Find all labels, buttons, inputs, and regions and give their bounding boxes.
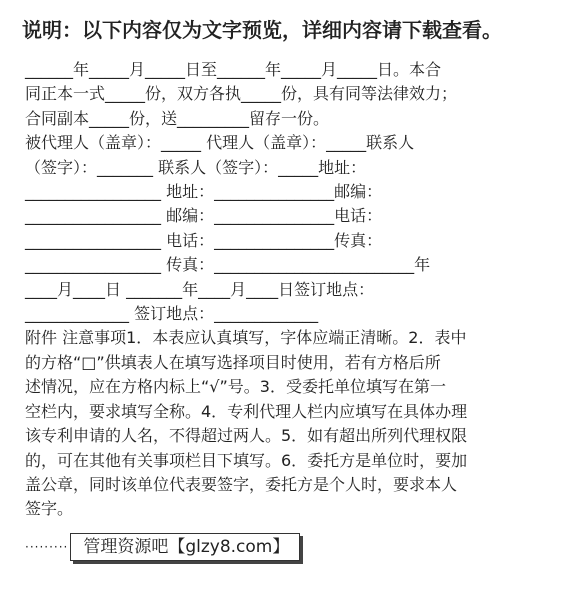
- text-line: 的，可在其他有关事项栏目下填写。6．委托方是单位时，要加: [25, 450, 468, 470]
- text-line: _____________ 签订地点：_____________: [25, 304, 319, 324]
- text-line: 附件 注意事项1．本表应认真填写，字体应端正清晰。2．表中: [25, 328, 467, 348]
- dotted-leader: ·········: [25, 540, 69, 554]
- text-line: （签字）：_______ 联系人（签字）：_____地址：: [25, 157, 367, 177]
- text-line: 盖公章，同时该单位代表要签字，委托方是个人时，要求本人: [25, 474, 458, 494]
- footer: [25, 533, 300, 561]
- text-line: _________________ 邮编：_______________电话：: [25, 206, 383, 226]
- text-line: 空栏内，要求填写全称。4．专利代理人栏内应填写在具体办理: [25, 401, 468, 421]
- document-body: [25, 58, 555, 522]
- text-line: 合同副本_____份，送_________留存一份。: [25, 108, 330, 128]
- text-line: 签字。: [25, 499, 74, 519]
- text-line: 该专利申请的人名，不得超过两人。5．如有超出所列代理权限: [25, 426, 468, 446]
- text-line: 同正本一式_____份，双方各执_____份，具有同等法律效力；: [25, 84, 458, 104]
- source-link-badge[interactable]: 管理资源吧【glzy8.com】: [70, 533, 300, 561]
- text-line: 的方格“□”供填表人在填写选择项目时使用，若有方格后所: [25, 352, 441, 372]
- text-line: 述情况，应在方格内标上“√”号。3．受委托单位填写在第一: [25, 377, 446, 397]
- page-title: 说明：以下内容仅为文字预览，详细内容请下载查看。: [22, 18, 502, 42]
- text-line: ______年_____月_____日至______年_____月_____日。本合: [25, 60, 442, 79]
- text-line: _________________ 电话：_______________传真：: [25, 230, 383, 250]
- text-line: ____月____日 _______年____月____日签订地点：: [25, 279, 375, 299]
- text-line: 被代理人（盖章）：_____ 代理人（盖章）：_____联系人: [25, 133, 415, 153]
- text-line: _________________ 地址：_______________邮编：: [25, 182, 383, 202]
- text-line: _________________ 传真：_________________________年: [25, 255, 431, 275]
